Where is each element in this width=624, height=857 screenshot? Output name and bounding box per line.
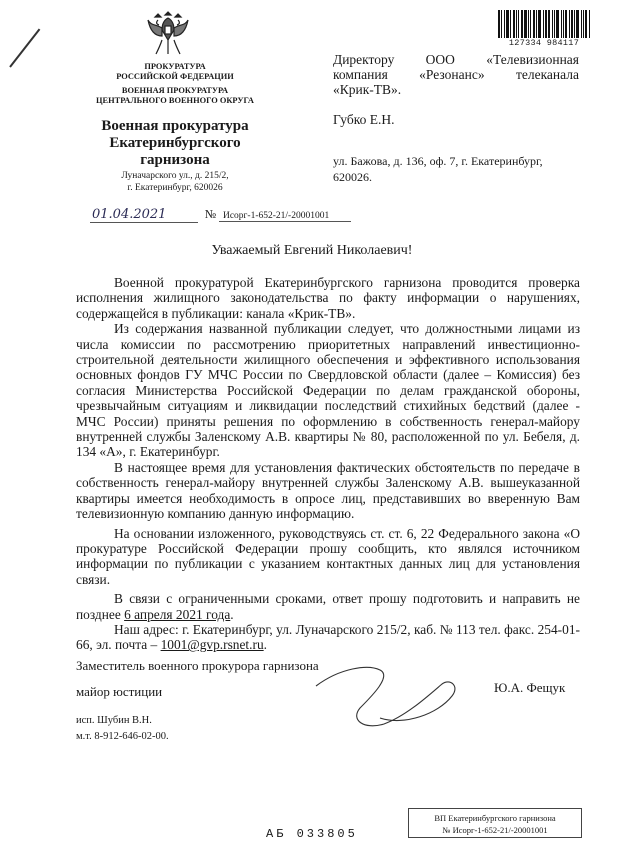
barcode-bar: [518, 10, 519, 38]
barcode-bars: [498, 10, 590, 38]
paragraph-4: На основании изложенного, руководствуясь ст. ст. 6, 22 Федерального закона «О прокуратуре Российской Федерации прошу сообщить, кто являлся источником информации по публикации с указанием контактных данных лиц для установления связи.: [76, 525, 580, 587]
barcode-bar: [563, 10, 564, 38]
deadline-date: 6 апреля 2021 года: [124, 606, 231, 622]
addressee-line-3: «Крик-ТВ».: [333, 82, 402, 97]
org-title-line-2: Екатеринбургского: [109, 135, 241, 151]
paragraph-3: В настоящее время для установления фактических обстоятельств по передаче в собственность генерал-майору внутренней службы Заленскому А.В. вышеуказанной квартиры имеется необходимость в опросе лиц, представивших во вверенную Вам телевизионную компанию данную информацию.: [76, 459, 580, 522]
barcode-bar: [561, 10, 562, 38]
barcode-bar: [569, 10, 570, 38]
addressee-name: Губко Е.Н.: [333, 112, 395, 127]
org-name-block: [80, 62, 270, 82]
paragraph-6-end: .: [263, 637, 268, 653]
addressee-address-line-1: ул. Бажова, д. 136, оф. 7, г. Екатеринбург,: [333, 154, 543, 168]
barcode-bar: [589, 10, 590, 38]
barcode-number: 127334 984117: [508, 38, 580, 48]
number-sign: №: [204, 207, 217, 221]
signatory-name: Ю.А. Фещук: [494, 680, 566, 695]
greeting: Уважаемый Евгений Николаевич!: [211, 243, 413, 258]
barcode-bar: [528, 10, 529, 38]
addressee-address-line-2: 620026.: [333, 170, 372, 184]
paragraph-6: [76, 622, 580, 653]
stamp-line-1: ВП Екатеринбургского гарнизона: [434, 813, 556, 823]
handwritten-signature: [310, 656, 470, 736]
executor-phone: м.т. 8-912-646-02-00.: [76, 731, 169, 742]
barcode-bar: [516, 10, 517, 38]
stamp-line-2: № Исорг-1-652-21/-20001001: [442, 825, 548, 835]
org-title-line-3: гарнизона: [140, 152, 210, 168]
org-title-line-1: Военная прокуратура: [101, 118, 249, 134]
barcode-bar: [543, 10, 544, 38]
letter-body: [76, 275, 580, 653]
barcode-bar: [524, 10, 527, 38]
barcode-bar: [501, 10, 502, 38]
barcode-bar: [571, 10, 573, 38]
paragraph-2: Из содержания названной публикации следует, что должностными лицами из числа комиссии по рассмотрению приоритетных направлений инвестиционно-строительной деятельности жилищного обеспечения и эффективного использования основных фондов ГУ МЧС России по Свердловской области (далее – Комиссия) без согласия Министерства Российской Федерации по делам гражданской обороны, чрезвычайным ситуациям и ликвидации последствий стихийных бедствий (далее - МЧС России) приняты решения по оформлению в собственность генерал-майору внутренней службы Заленскому А.В. квартиры № 80, расположенной по ул. Бебеля, д. 134 «А», г. Екатеринбург.: [76, 321, 580, 460]
barcode-bar: [510, 10, 511, 38]
email-link[interactable]: 1001@gvp.rsnet.ru: [160, 637, 264, 653]
barcode-bar: [530, 10, 531, 38]
letter-date: 01.04.2021: [90, 207, 198, 223]
org-address-line-1: Луначарского ул., д. 215/2,: [121, 171, 229, 181]
barcode-bar: [583, 10, 584, 38]
org-subname-block: [80, 86, 270, 106]
addressee-block: [333, 52, 579, 97]
paragraph-5-end: .: [230, 606, 234, 622]
org-address-line-2: г. Екатеринбург, 620026: [127, 183, 223, 193]
barcode: [498, 10, 590, 46]
org-line-2: РОССИЙСКОЙ ФЕДЕРАЦИИ: [116, 72, 234, 81]
double-headed-eagle-icon: [146, 6, 190, 58]
barcode-bar: [556, 10, 559, 38]
barcode-bar: [554, 10, 555, 38]
barcode-bar: [533, 10, 535, 38]
barcode-bar: [565, 10, 567, 38]
letter-number: Исорг-1-652-21/-20001001: [219, 211, 351, 222]
paragraph-1: Военной прокуратурой Екатеринбургского гарнизона проводится проверка исполнения жилищного законодательства по факту информации о нарушениях, содержащейся в публикации: канала «Крик-ТВ».: [76, 275, 580, 321]
barcode-bar: [552, 10, 553, 38]
pen-stroke-mark: [9, 29, 40, 68]
barcode-bar: [545, 10, 547, 38]
barcode-bar: [498, 10, 500, 38]
letter-date-number: [90, 207, 351, 223]
org-line-1: ПРОКУРАТУРА: [144, 62, 206, 71]
barcode-bar: [548, 10, 550, 38]
barcode-bar: [536, 10, 537, 38]
paragraph-5: [76, 591, 580, 622]
paragraph-5-text: В связи с ограниченными сроками, ответ прошу подготовить и направить не позднее: [76, 591, 580, 622]
executor-name: исп. Шубин В.Н.: [76, 715, 152, 726]
org-line-4: ЦЕНТРАЛЬНОГО ВОЕННОГО ОКРУГА: [96, 96, 254, 105]
addressee-address: [333, 153, 573, 185]
barcode-bar: [504, 10, 505, 38]
barcode-bar: [521, 10, 523, 38]
org-title-block: [80, 118, 270, 169]
org-line-3: ВОЕННАЯ ПРОКУРАТУРА: [121, 86, 229, 95]
barcode-bar: [585, 10, 587, 38]
addressee-line-1: Директору ООО «Телевизионная: [333, 52, 579, 67]
barcode-bar: [506, 10, 509, 38]
form-serial-number: АБ 033805: [266, 827, 358, 841]
org-address-block: [80, 170, 270, 194]
registration-stamp: [408, 808, 582, 838]
paragraph-6-text: Наш адрес: г. Екатеринбург, ул. Луначарского 215/2, каб. № 113 тел. факс. 254-01-66, эл. почта –: [76, 621, 580, 653]
signatory-position-1: Заместитель военного прокурора гарнизона: [76, 658, 319, 673]
addressee-line-2: компания «Резонанс» телеканала: [333, 67, 579, 82]
barcode-bar: [574, 10, 575, 38]
barcode-bar: [581, 10, 582, 38]
barcode-bar: [576, 10, 579, 38]
signatory-position-2: майор юстиции: [76, 684, 163, 699]
barcode-bar: [513, 10, 515, 38]
barcode-bar: [538, 10, 541, 38]
